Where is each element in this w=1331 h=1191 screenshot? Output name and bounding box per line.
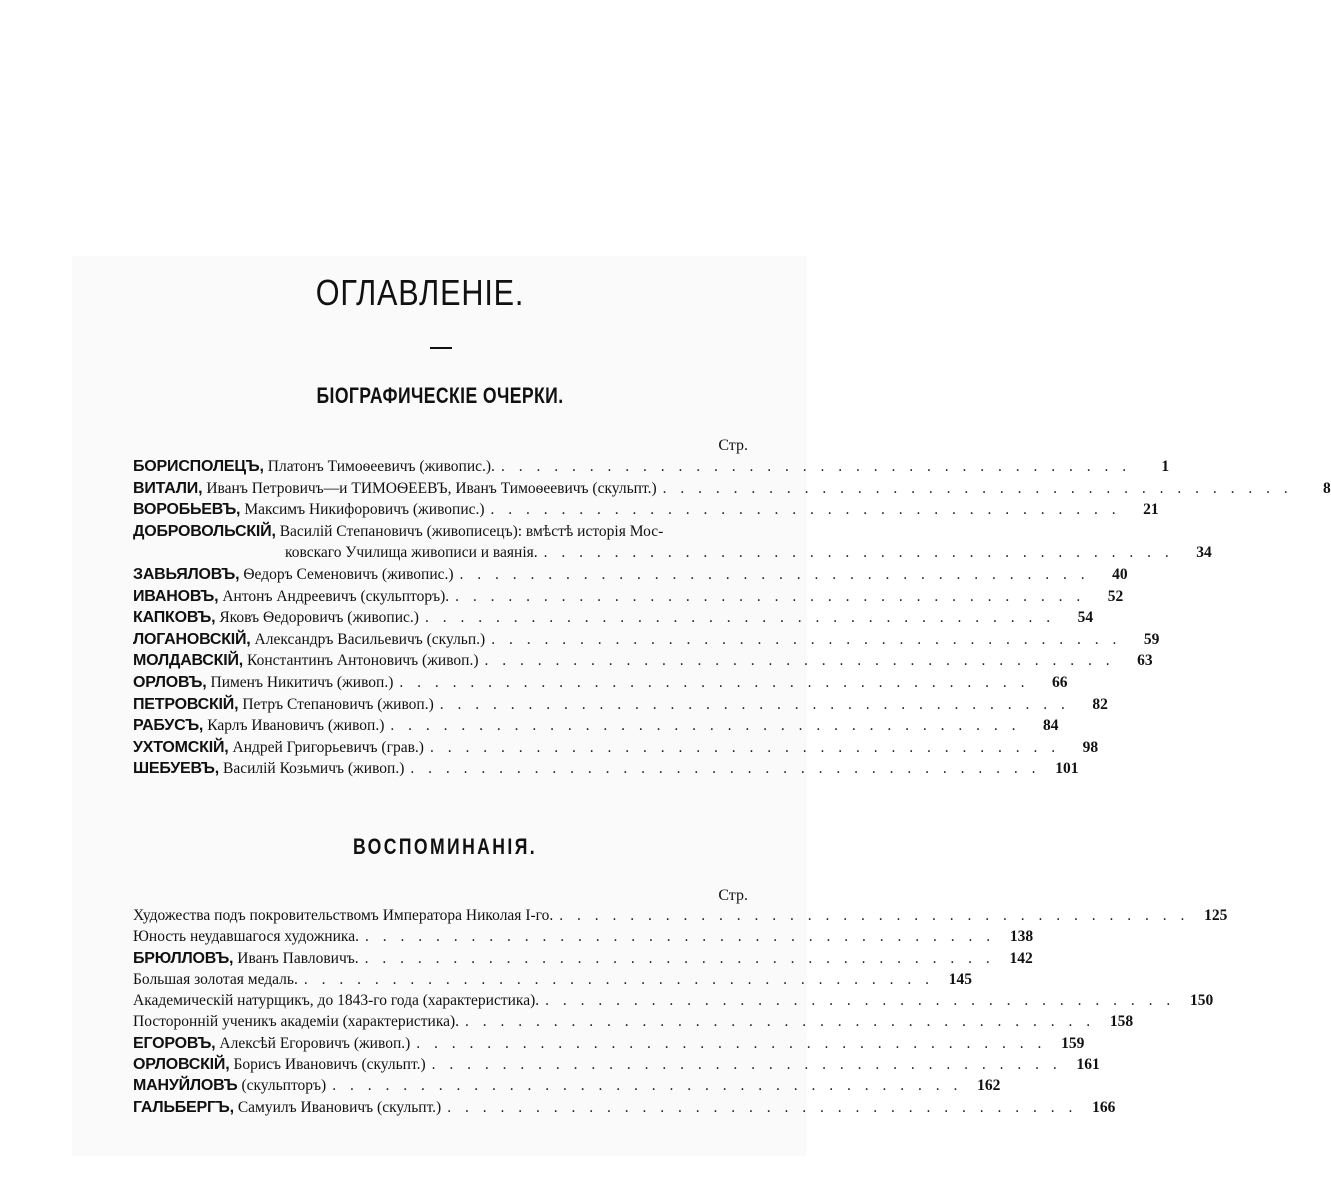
toc-entry[interactable]: [133, 609, 1094, 631]
toc-entry-description: Петръ Степановичъ (живоп.): [242, 695, 434, 713]
toc-entry-page: 162: [977, 1077, 1001, 1095]
dot-leader: . . . . . . . . . . . . . . . . . . . . . . . . . . . . . . . . . . . .: [439, 695, 1070, 713]
toc-entry-page: 84: [1043, 717, 1059, 735]
toc-entry[interactable]: [133, 760, 1079, 782]
toc-entry-page: 161: [1076, 1056, 1100, 1074]
toc-entry-name: ДОБРОВОЛЬСКІЙ,: [133, 522, 276, 540]
toc-entry-description: Максимъ Никифоровичъ (живопис.): [244, 501, 485, 519]
toc-entry-name: ШЕБУЕВЪ,: [133, 760, 219, 778]
toc-entry-description: Самуилъ Ивановичъ (скульпт.): [237, 1098, 442, 1116]
toc-entry-description: Василій Козьмичъ (живоп.): [223, 760, 405, 778]
toc-entry-description: (скульпторъ): [241, 1077, 327, 1095]
toc-entry-description: Иванъ Павловичъ.: [237, 949, 359, 967]
toc-entry-page: 40: [1112, 565, 1128, 583]
toc-entry-name: ПЕТРОВСКІЙ,: [133, 695, 239, 713]
dot-leader: . . . . . . . . . . . . . . . . . . . . . . . . . . . . . . . . . . . .: [491, 630, 1122, 648]
section-heading-memoirs: ВОСПОМИНАНІЯ.: [352, 834, 538, 859]
page-column-label: Стр.: [718, 887, 748, 904]
toc-entry-page: 63: [1137, 652, 1153, 670]
dot-leader: . . . . . . . . . . . . . . . . . . . . . . . . . . . . . . . . . . . .: [447, 1098, 1078, 1116]
toc-entry[interactable]: [133, 501, 1159, 523]
dot-leader: . . . . . . . . . . . . . . . . . . . . . . . . . . . . . . . . . . . .: [543, 544, 1174, 562]
dot-leader: . . . . . . . . . . . . . . . . . . . . . . . . . . . . . . . . . . . .: [545, 992, 1176, 1010]
toc-entry-page: 142: [1009, 949, 1033, 967]
toc-entry-page: 98: [1082, 738, 1099, 756]
toc-entry[interactable]: [133, 907, 1228, 928]
toc-entry-description: Борисъ Ивановичъ (скульпт.): [233, 1056, 426, 1074]
dot-leader: . . . . . . . . . . . . . . . . . . . . . . . . . . . . . . . . . . . .: [399, 673, 1030, 691]
toc-entry-page: 101: [1055, 760, 1079, 778]
toc-entry[interactable]: [133, 992, 1214, 1013]
toc-entry[interactable]: [133, 695, 1108, 718]
toc-entry[interactable]: [133, 1098, 1116, 1120]
toc-entry[interactable]: [133, 970, 972, 992]
toc-entry-page: 82: [1092, 695, 1108, 713]
toc-entry-page: 138: [1009, 928, 1034, 946]
toc-entry[interactable]: [133, 565, 1128, 588]
toc-entry-description: Василій Степановичъ (живописецъ): вмѣстѣ исторія Мос-: [279, 522, 664, 540]
toc-entry-description: Академическій натурщикъ, до 1843-го года (характеристика).: [133, 992, 540, 1010]
title-rule: [430, 347, 452, 349]
dot-leader: . . . . . . . . . . . . . . . . . . . . . . . . . . . . . . . . . . . .: [459, 565, 1090, 583]
toc-entry-description: Большая золотая медаль.: [133, 970, 298, 988]
page-column-label: Стр.: [718, 437, 748, 454]
toc-entry[interactable]: [133, 587, 1124, 610]
toc-entry[interactable]: [133, 544, 1212, 566]
page-title: ОГЛАВЛЕНІЕ.: [315, 272, 525, 313]
toc-entry[interactable]: [133, 630, 1160, 653]
toc-entry[interactable]: [133, 1056, 1100, 1077]
toc-entry-name: ЗАВЬЯЛОВЪ,: [133, 565, 240, 583]
dot-leader: . . . . . . . . . . . . . . . . . . . . . . . . . . . . . . . . . . . .: [410, 760, 1041, 778]
toc-entry-page: 159: [1061, 1034, 1085, 1052]
dot-leader: . . . . . . . . . . . . . . . . . . . . . . . . . . . . . . . . . . . .: [484, 652, 1115, 670]
toc-entry[interactable]: [133, 673, 1068, 696]
toc-entry-name: ЕГОРОВЪ,: [133, 1034, 216, 1052]
toc-entry[interactable]: [133, 928, 1034, 949]
toc-entry-page: 54: [1077, 609, 1094, 627]
dot-leader: . . . . . . . . . . . . . . . . . . . . . . . . . . . . . . . . . . . .: [431, 1056, 1062, 1074]
toc-entry-name: КАПКОВЪ,: [133, 609, 216, 627]
toc-entry-description: Андрей Григорьевичъ (грав.): [232, 738, 424, 756]
toc-entry-description: Юность неудавшагося художника.: [133, 928, 359, 946]
toc-entry-name: МАНУЙЛОВЪ: [133, 1077, 238, 1095]
toc-entry-description: Яковъ Ѳедоровичъ (живопис.): [219, 609, 419, 627]
dot-leader: . . . . . . . . . . . . . . . . . . . . . . . . . . . . . . . . . . . .: [364, 949, 995, 967]
toc-entry-name: РАБУСЪ,: [133, 717, 204, 735]
toc-entry-name: ОРЛОВСКІЙ,: [133, 1056, 230, 1074]
dot-leader: . . . . . . . . . . . . . . . . . . . . . . . . . . . . . . . . . . . .: [465, 1013, 1096, 1031]
toc-entry-description: Александръ Васильевичъ (скульп.): [254, 630, 486, 648]
toc-entry[interactable]: [133, 479, 1331, 502]
toc-entry-name: ВИТАЛИ,: [133, 479, 203, 497]
toc-entry-name: ВОРОБЬЕВЪ,: [133, 501, 241, 519]
toc-entry-name: БРЮЛЛОВЪ,: [133, 949, 234, 967]
toc-entry-page: 34: [1196, 544, 1212, 562]
toc-entry-description: Ѳедоръ Семеновичъ (живопис.): [243, 565, 454, 583]
toc-entry-page: 59: [1143, 630, 1160, 648]
toc-memoirs: [133, 907, 1228, 1120]
toc-entry-name: ИВАНОВЪ,: [133, 587, 219, 605]
toc-entry-page: 158: [1109, 1013, 1134, 1031]
dot-leader: . . . . . . . . . . . . . . . . . . . . . . . . . . . . . . . . . . . .: [500, 458, 1132, 475]
toc-entry-page: 145: [948, 970, 972, 988]
toc-entry-description: Карлъ Ивановичъ (живоп.): [207, 717, 385, 735]
toc-entry-description: Художества подъ покровительствомъ Императора Николая I-го.: [133, 907, 554, 924]
toc-entry[interactable]: [133, 1013, 1134, 1034]
toc-entry[interactable]: [133, 738, 1099, 761]
toc-entry-description: Пименъ Никитичъ (живоп.): [210, 673, 394, 691]
toc-entry[interactable]: [133, 717, 1059, 739]
dot-leader: . . . . . . . . . . . . . . . . . . . . . . . . . . . . . . . . . . . .: [559, 907, 1190, 924]
toc-entry-page: 21: [1143, 501, 1159, 519]
toc-entry-name: БОРИСПОЛЕЦЪ,: [133, 458, 264, 475]
toc-entry-page: 125: [1204, 907, 1228, 924]
toc-entry-description: ковскаго Училища живописи и ваянія.: [285, 544, 538, 562]
toc-entry-description: Посторонній ученикъ академіи (характеристика).: [133, 1013, 460, 1031]
toc-entry-page: 52: [1107, 587, 1124, 605]
toc-entry-page: 8: [1322, 479, 1331, 497]
toc-entry-description: Константинъ Антоновичъ (живоп.): [247, 652, 479, 670]
dot-leader: . . . . . . . . . . . . . . . . . . . . . . . . . . . . . . . . . . . .: [332, 1077, 963, 1095]
dot-leader: . . . . . . . . . . . . . . . . . . . . . . . . . . . . . . . . . . . .: [455, 587, 1086, 605]
toc-entry-name: МОЛДАВСКІЙ,: [133, 652, 244, 670]
dot-leader: . . . . . . . . . . . . . . . . . . . . . . . . . . . . . . . . . . . .: [303, 970, 934, 988]
toc-entry-description: Антонъ Андреевичъ (скульпторъ).: [222, 587, 450, 605]
dot-leader: . . . . . . . . . . . . . . . . . . . . . . . . . . . . . . . . . . . .: [662, 479, 1293, 497]
toc-entry[interactable]: [133, 458, 1170, 480]
toc-entry-name: ЛОГАНОВСКІЙ,: [133, 630, 251, 648]
toc-entry-page: 1: [1161, 458, 1170, 475]
dot-leader: . . . . . . . . . . . . . . . . . . . . . . . . . . . . . . . . . . . .: [364, 928, 996, 946]
dot-leader: . . . . . . . . . . . . . . . . . . . . . . . . . . . . . . . . . . . .: [429, 738, 1061, 756]
toc-entry-name: УХТОМСКІЙ,: [133, 738, 229, 756]
dot-leader: . . . . . . . . . . . . . . . . . . . . . . . . . . . . . . . . . . . .: [416, 1034, 1047, 1052]
toc-entry[interactable]: [133, 1034, 1085, 1056]
toc-biographies: [133, 458, 1331, 782]
dot-leader: . . . . . . . . . . . . . . . . . . . . . . . . . . . . . . . . . . . .: [424, 609, 1056, 627]
toc-entry[interactable]: [133, 1077, 1001, 1098]
toc-entry[interactable]: [133, 949, 1033, 971]
toc-entry[interactable]: [133, 652, 1153, 674]
toc-entry-name: ГАЛЬБЕРГЪ,: [133, 1098, 234, 1116]
toc-entry-description: Иванъ Петровичъ—и ТИМОѲЕЕВЪ, Иванъ Тимоѳеевичъ (скульпт.): [206, 479, 657, 497]
toc-entry-description: Платонъ Тимоѳеевичъ (живопис.).: [267, 458, 495, 475]
toc-entry-page: 66: [1052, 673, 1068, 691]
toc-entry-page: 166: [1092, 1098, 1116, 1116]
dot-leader: . . . . . . . . . . . . . . . . . . . . . . . . . . . . . . . . . . . .: [390, 717, 1021, 735]
toc-entry-description: Алексѣй Егоровичъ (живоп.): [219, 1034, 411, 1052]
dot-leader: . . . . . . . . . . . . . . . . . . . . . . . . . . . . . . . . . . . .: [490, 501, 1121, 519]
toc-entry[interactable]: [133, 523, 748, 545]
toc-entry-page: 150: [1190, 992, 1214, 1010]
toc-entry-name: ОРЛОВЪ,: [133, 673, 207, 691]
section-heading-biographies: БІОГРАФИЧЕСКІЕ ОЧЕРКИ.: [316, 383, 564, 408]
